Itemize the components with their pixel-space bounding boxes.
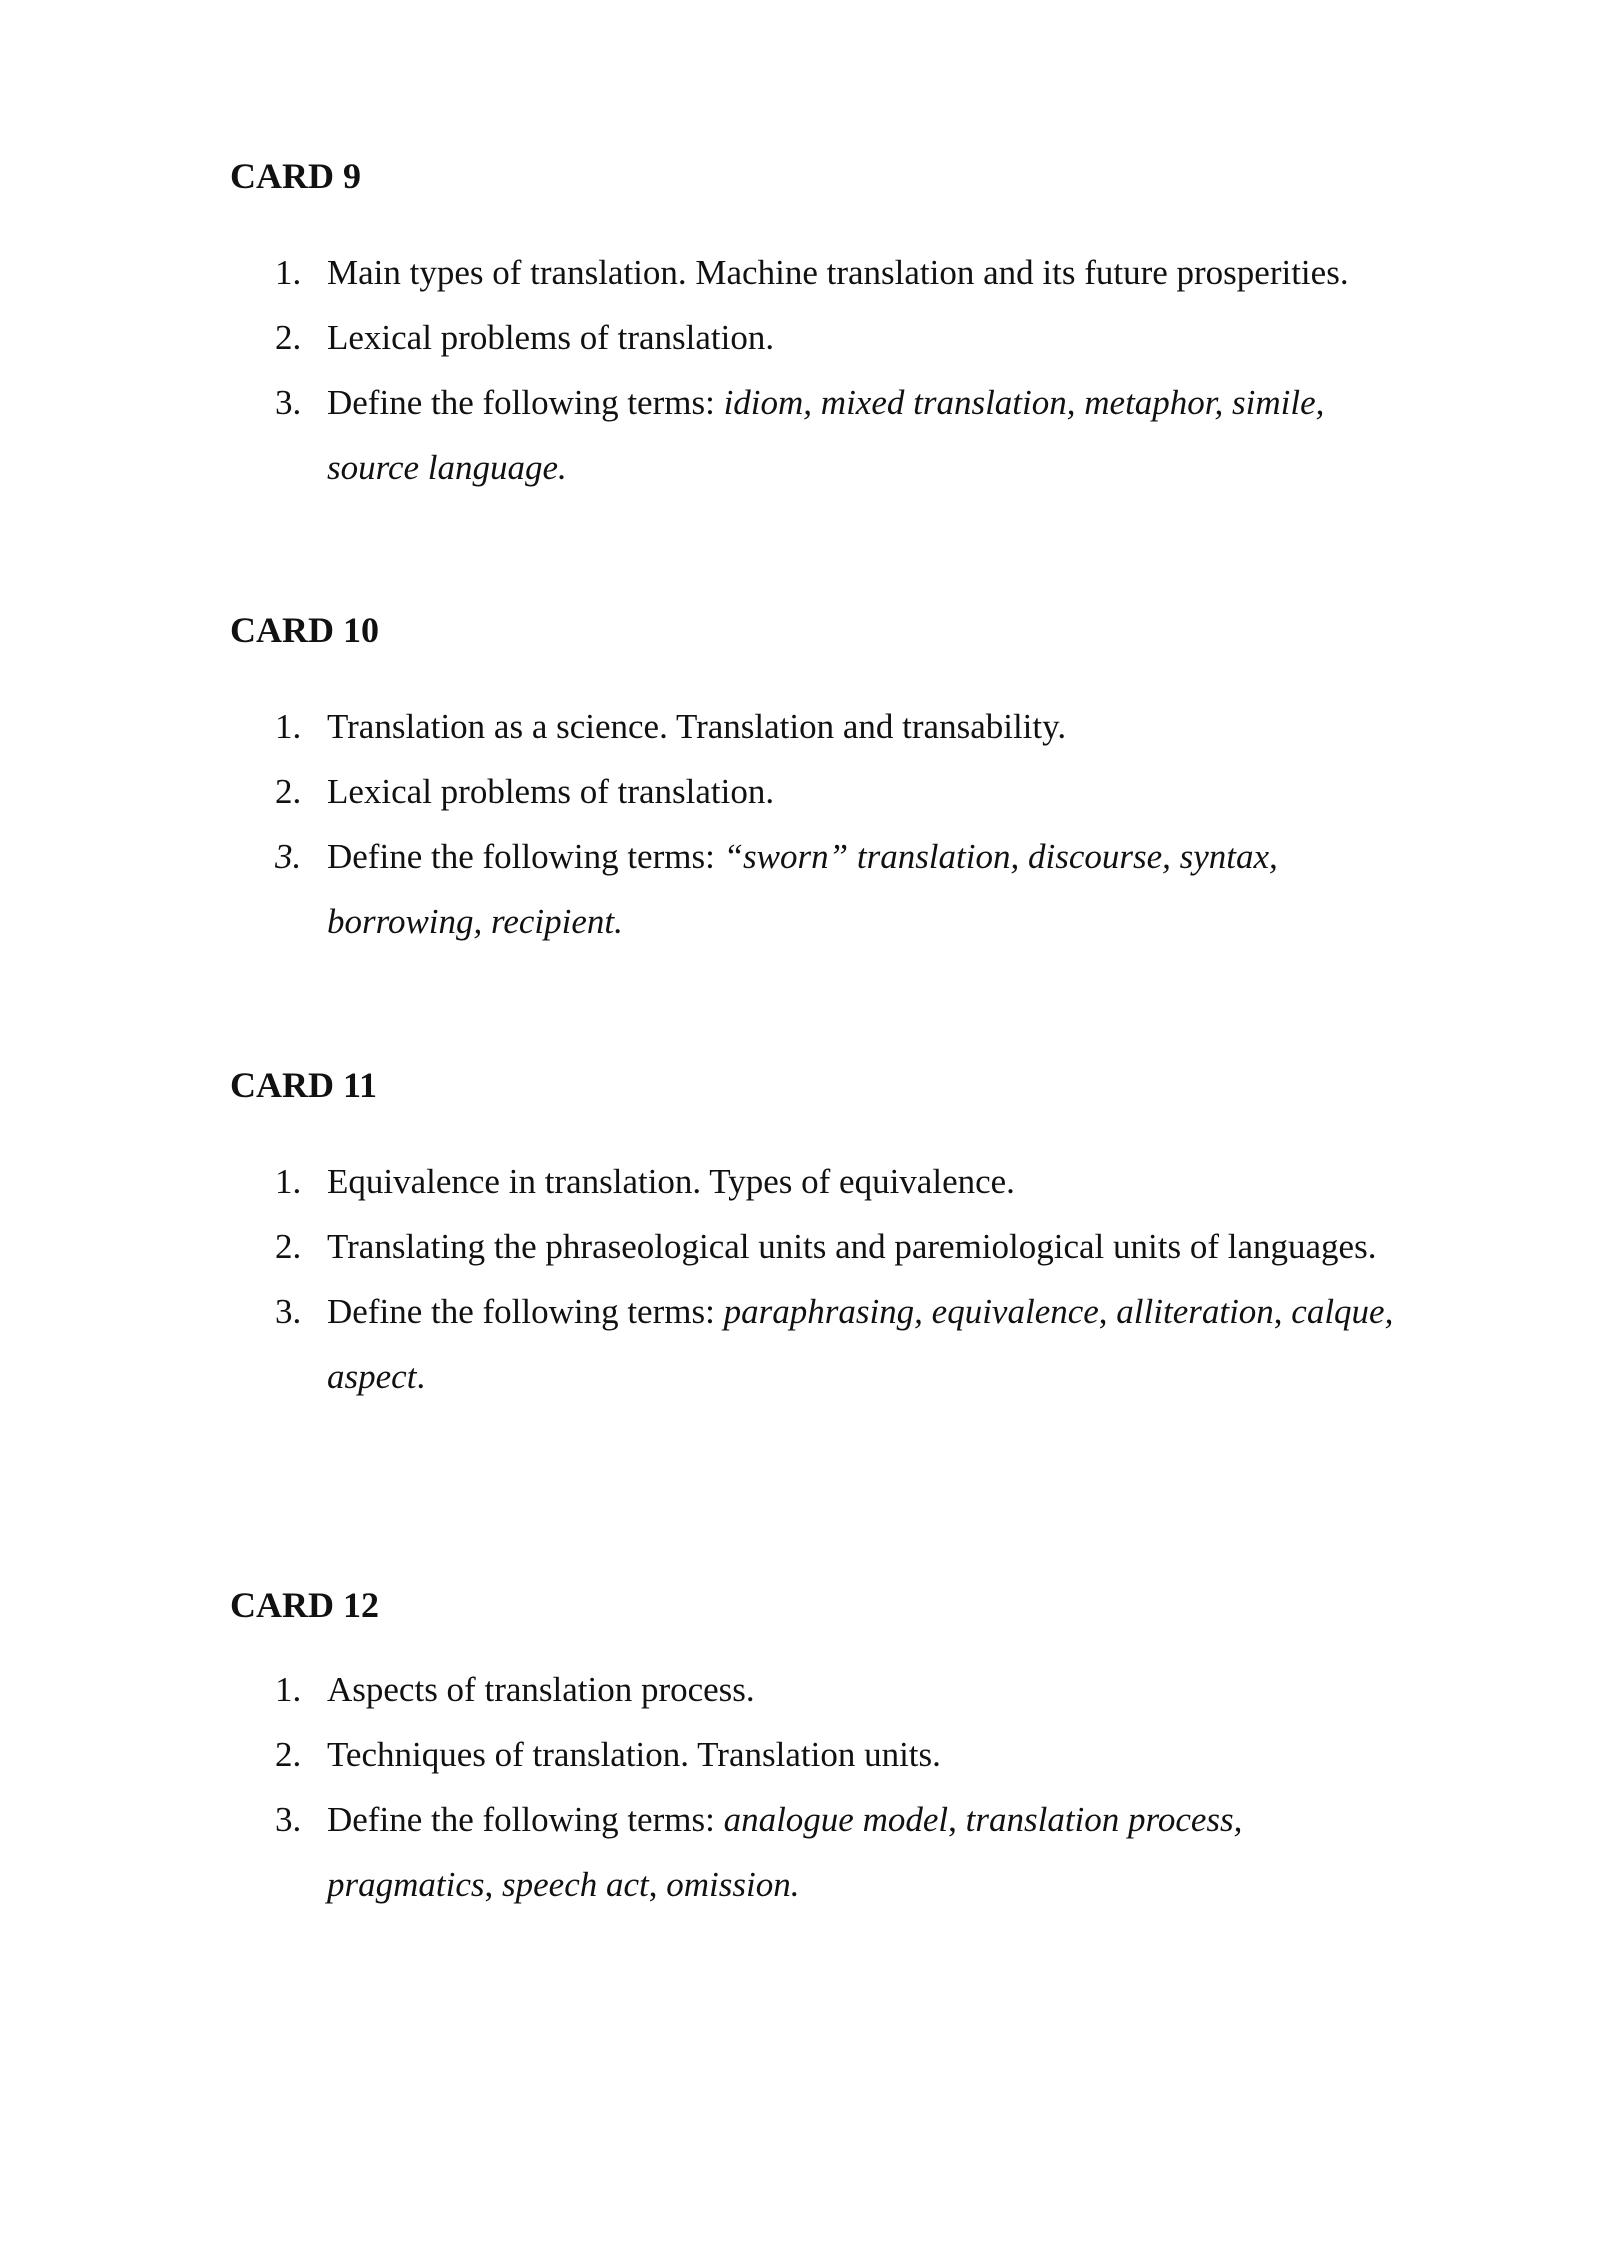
list-item (230, 1657, 1530, 1722)
list-item: 3. Define the following terms: paraphrasing, equivalence, alliteration, calque, aspect. (230, 1279, 1530, 1409)
item-terms-continued: borrowing, recipient. (327, 902, 623, 941)
card-10 (230, 610, 1530, 954)
item-text: Techniques of translation. Translation units. (327, 1735, 941, 1774)
item-number: 3. (275, 383, 302, 422)
item-number: 1. (275, 1670, 302, 1709)
card-title: CARD 9 (230, 156, 361, 196)
list-item (230, 1149, 1530, 1214)
item-prefix: Define the following terms: (327, 837, 724, 876)
item-text: Translation as a science. Translation and transability. (327, 707, 1067, 746)
question-list (230, 240, 1530, 500)
card-11 (230, 1065, 1530, 1409)
list-item (230, 305, 1530, 370)
list-item (230, 759, 1530, 824)
item-number: 2. (275, 1735, 302, 1774)
item-term: paraphrasing (723, 1292, 915, 1331)
item-text: Aspects of translation process. (327, 1670, 755, 1709)
item-text: Main types of translation. Machine translation and its future prosperities. (327, 253, 1349, 292)
card-title: CARD 12 (230, 1585, 379, 1625)
item-terms: “sworn” translation, discourse, syntax, (723, 837, 1278, 876)
question-list (230, 694, 1530, 954)
card-title: CARD 10 (230, 610, 379, 650)
item-number: 1. (275, 1162, 302, 1201)
item-term: pragmatics (327, 1865, 485, 1904)
question-list (230, 1657, 1530, 1917)
item-term: speech act (502, 1865, 649, 1904)
item-term: analogue model (723, 1800, 949, 1839)
card-title: CARD 11 (230, 1065, 378, 1105)
question-list (230, 1149, 1530, 1409)
item-terms-continued: source language. (327, 448, 567, 487)
list-item: 3. Define the following terms: analogue model, translation process, pragmatics, speech act, omission. (230, 1787, 1530, 1917)
list-item (230, 1214, 1530, 1279)
item-number: 2. (275, 318, 302, 357)
item-number: 3. (275, 837, 302, 876)
item-text: Translating the phraseological units and paremiological units of languages. (327, 1227, 1377, 1266)
item-term: alliteration (1116, 1292, 1274, 1331)
item-number: 2. (275, 1227, 302, 1266)
card-12 (230, 1585, 1530, 1917)
item-term: equivalence (931, 1292, 1099, 1331)
item-term: aspect (327, 1357, 417, 1396)
item-term: calque (1291, 1292, 1385, 1331)
list-item (230, 370, 1530, 500)
item-prefix: Define the following terms: (327, 383, 724, 422)
item-terms: idiom, mixed translation, metaphor, simile, (723, 383, 1325, 422)
item-prefix: Define the following terms: (327, 1800, 724, 1839)
list-item (230, 824, 1530, 954)
card-9 (230, 156, 1530, 500)
list-item (230, 240, 1530, 305)
list-item (230, 694, 1530, 759)
item-text: Lexical problems of translation. (327, 772, 775, 811)
list-item (230, 1722, 1530, 1787)
item-term: translation process, (965, 1800, 1243, 1839)
item-number: 3. (275, 1292, 302, 1331)
item-number: 1. (275, 707, 302, 746)
item-number: 2. (275, 772, 302, 811)
item-number: 3. (275, 1800, 302, 1839)
item-text: Equivalence in translation. Types of equivalence. (327, 1162, 1015, 1201)
item-number: 1. (275, 253, 302, 292)
item-prefix: Define the following terms: (327, 1292, 724, 1331)
item-term: omission. (666, 1865, 800, 1904)
item-text: Lexical problems of translation. (327, 318, 775, 357)
